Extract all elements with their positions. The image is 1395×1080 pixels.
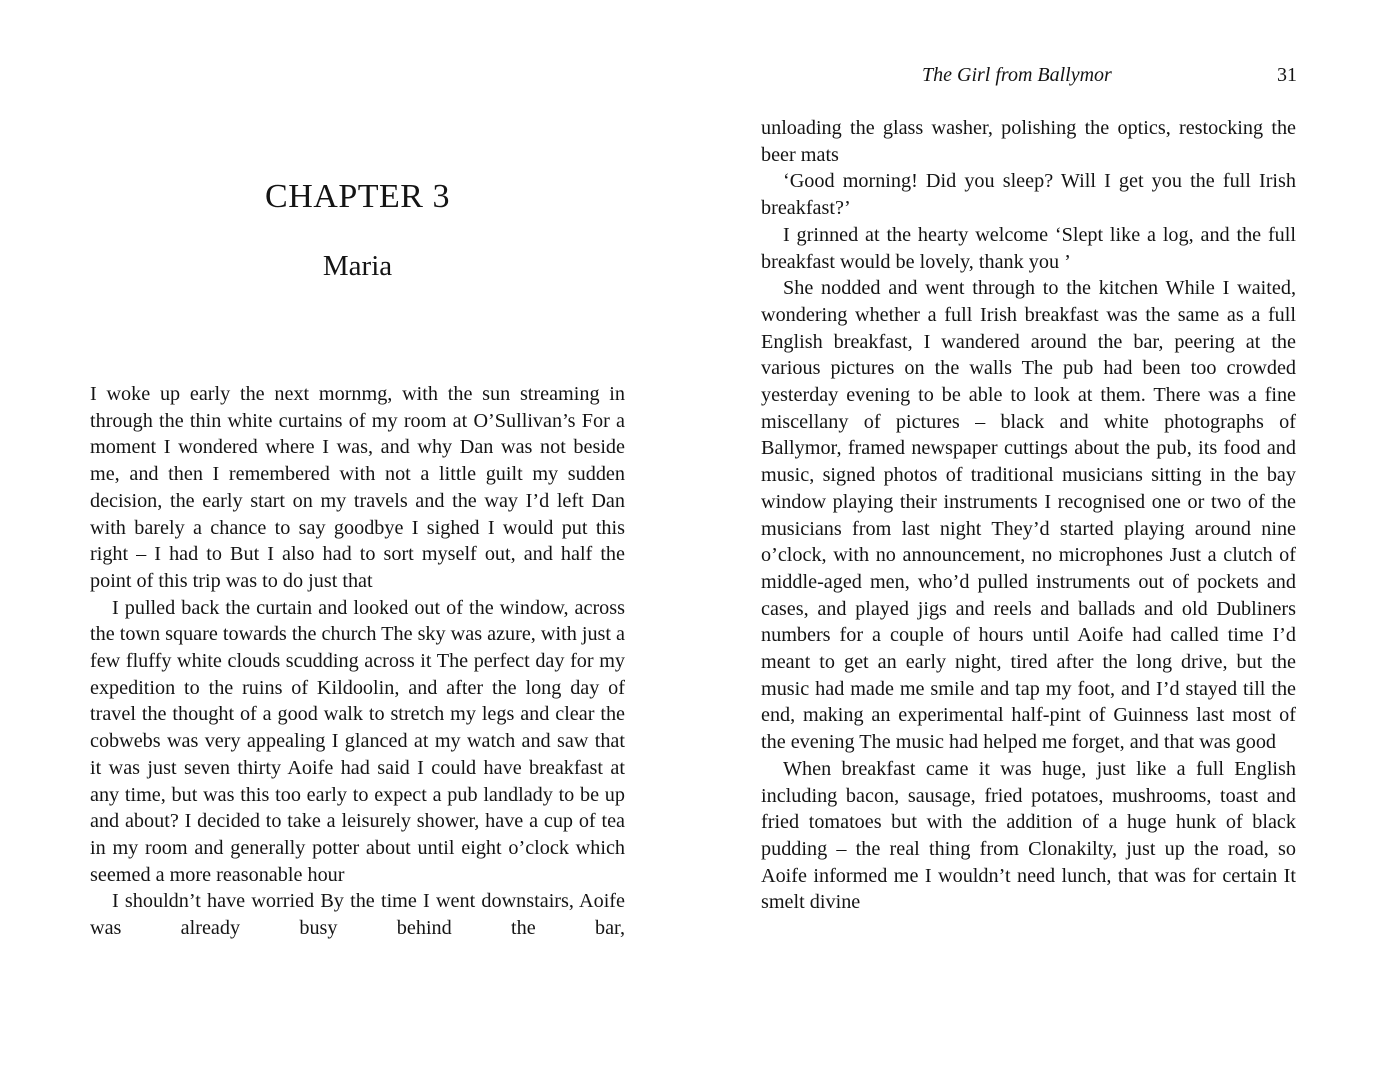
paragraph: I grinned at the hearty welcome ‘Slept like a log, and the full breakfast would be lovely, thank you ’ bbox=[761, 223, 1296, 273]
paragraph: She nodded and went through to the kitchen While I waited, wondering whether a full Irish breakfast was the same as a full English breakfast, I wandered around the bar, peering at the various pictures on the walls The pub had been too crowded yesterday evening to be able to look at them. There was a fine miscellany of pictures – black and white photographs of Ballymor, framed newspaper cuttings about the pub, its food and music, signed photos of traditional musicians sitting in the bay window playing their instruments I recognised one or two of the musicians from last night They’d started playing around nine o’clock, with no announcement, no microphones Just a clutch of middle-aged men, who’d pulled instruments out of pockets and cases, and played jigs and reels and ballads and old Dubliners numbers for a couple of hours until Aoife had called time I’d meant to get an early night, tired after the long drive, but the music had made me smile and tap my foot, and I’d stayed till the end, making an experimental half-pint of Guinness last most of the evening The music had helped me forget, and that was good bbox=[761, 277, 1296, 754]
paragraph: When breakfast came it was huge, just like a full English including bacon, sausage, fried potatoes, mushrooms, toast and fried tomatoes but with the addition of a huge hunk of black pudding – the real thing from Clonakilty, just up the road, so Aoife informed me I wouldn’t need lunch, that was for certain It smelt divine bbox=[761, 757, 1296, 914]
running-head: The Girl from Ballymor bbox=[922, 64, 1112, 86]
paragraph: unloading the glass washer, polishing the optics, restocking the beer mats bbox=[761, 117, 1296, 166]
right-body-text bbox=[761, 115, 1296, 916]
chapter-title: CHAPTER 3 bbox=[265, 178, 450, 215]
paragraph: ‘Good morning! Did you sleep? Will I get you the full Irish breakfast?’ bbox=[761, 170, 1296, 220]
paragraph: I pulled back the curtain and looked out of the window, across the town square towards the church The sky was azure, with just a few fluffy white clouds scudding across it The perfect day for my expedition to the ruins of Kildoolin, and after the long day of travel the thought of a good walk to stretch my legs and clear the cobwebs was very appealing I glanced at my watch and saw that it was just seven thirty Aoife had said I could have breakfast at any time, but was this too early to expect a pub landlady to be up and about? I decided to take a leisurely shower, have a cup of tea in my room and generally potter about until eight o’clock which seemed a more reasonable hour bbox=[90, 596, 626, 886]
chapter-subtitle: Maria bbox=[322, 250, 393, 282]
right-page bbox=[700, 0, 1395, 1080]
paragraph: I woke up early the next mornmg, with the sun streaming in through the thin white curtains of my room at O’Sullivan’s For a moment I wondered where I was, and why Dan was not beside me, and then I remembered with not a little guilt my sudden decision, the early start on my travels and the way I’d left Dan with barely a chance to say goodbye I sighed I would put this right – I had to But I also had to sort myself out, and half the point of this trip was to do just that bbox=[90, 383, 625, 592]
left-body-text bbox=[90, 381, 625, 942]
paragraph: I shouldn’t have worried By the time I went downstairs, Aoife was already busy behind the bar, bbox=[90, 890, 625, 940]
page-number: 31 bbox=[1277, 64, 1297, 86]
